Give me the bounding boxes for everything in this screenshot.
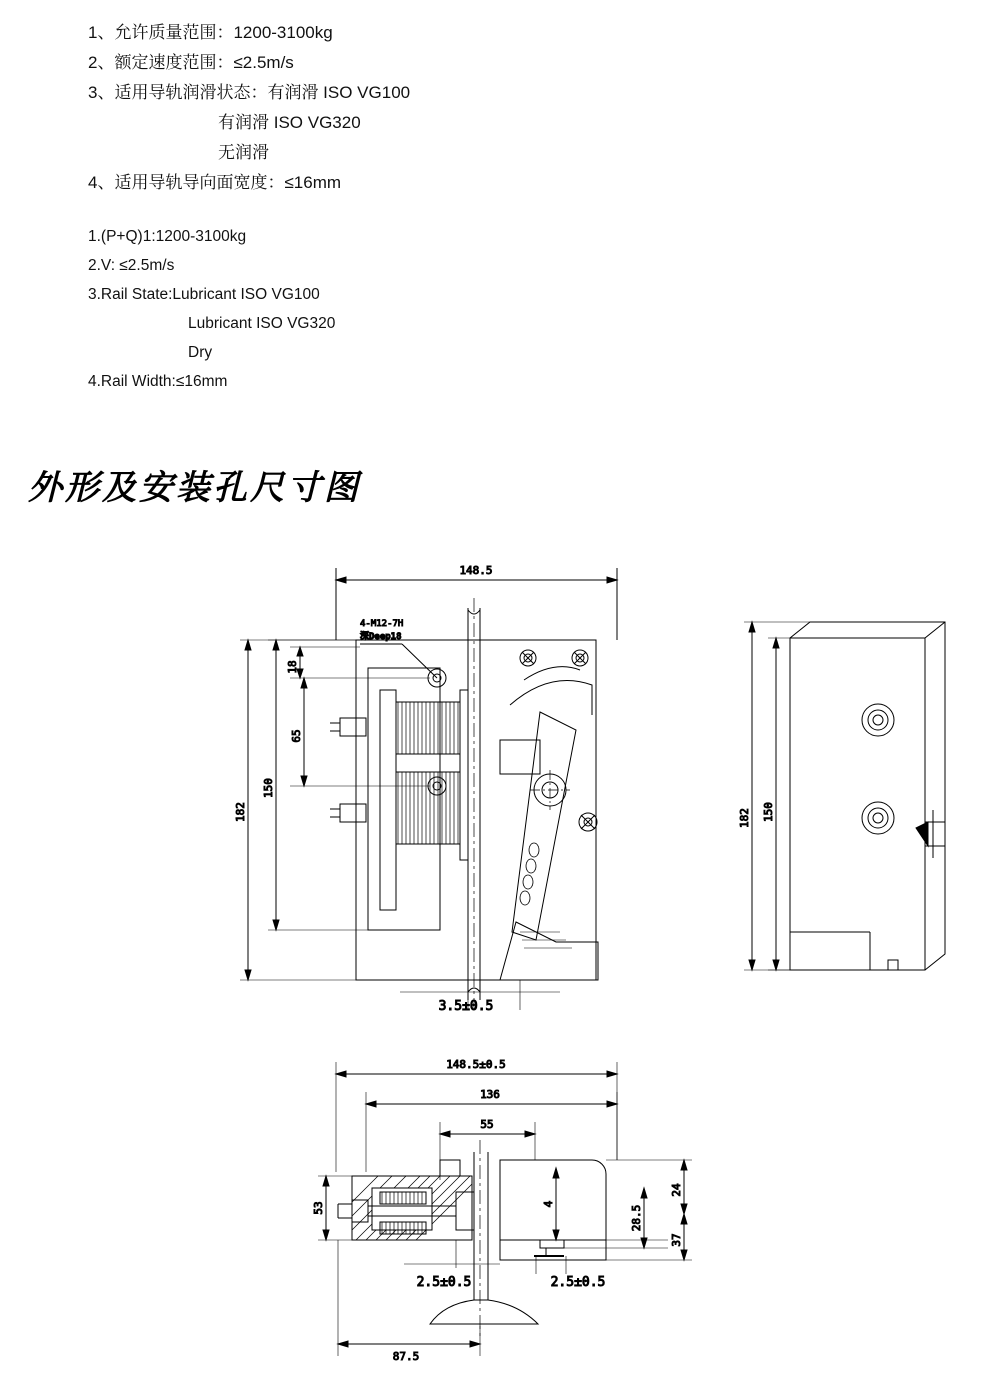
dim-182-side: 182 <box>738 808 751 828</box>
spec-line: 1、允许质量范围：1200-3100kg <box>88 23 333 42</box>
section-title: 外形及安装孔尺寸图 <box>28 468 361 508</box>
spec-line: 4、适用导轨导向面宽度：≤16mm <box>88 173 342 192</box>
spec-line-en: 4.Rail Width:≤16mm <box>88 373 228 390</box>
spec-line-en: 1.(P+Q)1:1200-3100kg <box>88 228 247 245</box>
dim-875: 87.5 <box>392 1350 420 1363</box>
dim-front-top: 148.5 <box>459 564 493 577</box>
dim-65: 65 <box>290 729 303 743</box>
dim-4: 4 <box>542 1200 555 1208</box>
spec-list-en <box>88 222 728 396</box>
dim-25-right: 2.5±0.5 <box>550 1275 606 1290</box>
dim-53: 53 <box>312 1201 325 1215</box>
spec-line: 无润滑 <box>218 143 269 162</box>
dim-55: 55 <box>480 1118 494 1131</box>
dim-25-left: 2.5±0.5 <box>416 1275 472 1290</box>
spec-line-en: 2.V: ≤2.5m/s <box>88 257 175 274</box>
spec-list-cn <box>88 18 728 198</box>
dim-37: 37 <box>670 1233 683 1247</box>
dim-182-front: 182 <box>234 802 247 822</box>
hole-note-line2: 深Deep18 <box>360 632 402 642</box>
dim-18: 18 <box>286 660 299 674</box>
spec-line-en: Dry <box>188 344 213 361</box>
spec-line: 3、适用导轨润滑状态：有润滑 ISO VG100 <box>88 83 411 102</box>
dim-150-side: 150 <box>762 802 775 822</box>
hole-note-line1: 4-M12-7H <box>360 619 404 629</box>
spec-line: 有润滑 ISO VG320 <box>218 113 361 132</box>
dim-285: 28.5 <box>630 1204 643 1232</box>
dim-150-front: 150 <box>262 778 275 798</box>
technical-drawing <box>0 540 1000 1390</box>
spec-line: 2、额定速度范围：≤2.5m/s <box>88 53 294 72</box>
dim-24: 24 <box>670 1183 683 1197</box>
dim-136: 136 <box>480 1088 500 1101</box>
spec-line-en: Lubricant ISO VG320 <box>188 315 336 332</box>
spec-line-en: 3.Rail State:Lubricant ISO VG100 <box>88 286 320 303</box>
dim-1485-tol: 148.5±0.5 <box>446 1058 506 1071</box>
dim-35-tol: 3.5±0.5 <box>438 999 494 1014</box>
